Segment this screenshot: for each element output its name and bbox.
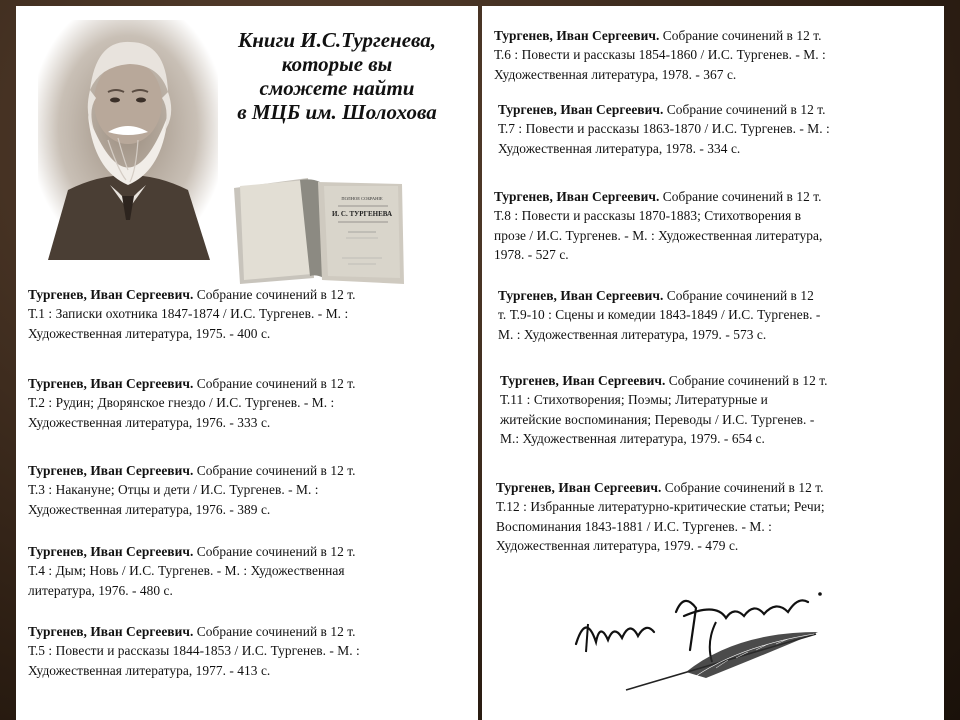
entry-line: Художественная литература, 1978. - 367 с. [494,66,737,82]
title-line-2: которые вы [281,52,393,76]
entry-author: Тургенев, Иван Сергеевич. [498,288,664,303]
entry-line [500,371,828,390]
entry-line: Художественная литература, 1978. - 334 с. [498,140,741,156]
entry-author: Тургенев, Иван Сергеевич. [28,287,194,302]
book-entry-vol2 [28,374,356,432]
entry-text: Собрание сочинений в 12 [663,288,814,303]
entry-line [496,478,825,497]
entry-line: Художественная литература, 1976. - 389 с. [28,501,271,517]
entry-text: Собрание сочинений в 12 т. [193,463,356,478]
book-entry-vol11 [500,371,828,448]
entry-line: т. Т.9-10 : Сцены и комедии 1843-1849 / И.С. Тургенев. - [498,307,821,323]
entry-author: Тургенев, Иван Сергеевич. [494,28,660,43]
book-cover-line1: ПОЛНОЕ СОБРАНІЕ [341,196,383,201]
entry-line: Т.5 : Повести и рассказы 1844-1853 / И.С. Тургенев. - М. : [28,643,360,659]
book-entry-vol4 [28,542,356,600]
title-line-1: Книги И.С.Тургенева, [237,28,436,52]
book-entry-vol3 [28,461,356,519]
entry-line: Художественная литература, 1977. - 413 с. [28,662,271,678]
entry-line [498,100,830,119]
book-entry-vol9-10 [498,286,820,344]
entry-author: Тургенев, Иван Сергеевич. [494,189,660,204]
entry-text: Собрание сочинений в 12 т. [659,189,822,204]
entry-text: Собрание сочинений в 12 т. [193,624,356,639]
entry-author: Тургенев, Иван Сергеевич. [28,463,194,478]
entry-text: Собрание сочинений в 12 т. [665,373,828,388]
title-line-3: сможете найти [259,76,415,100]
book-entry-vol6 [494,26,826,84]
entry-author: Тургенев, Иван Сергеевич. [28,376,194,391]
book-cover-line2: И. С. ТУРГЕНЕВА [331,210,393,218]
entry-line: Художественная литература, 1979. - 479 с. [496,537,739,553]
entry-line: М. : Художественная литература, 1979. - 573 с. [498,326,767,342]
entry-text: Собрание сочинений в 12 т. [661,480,824,495]
entry-line: Т.4 : Дым; Новь / И.С. Тургенев. - М. : Художественная [28,563,345,579]
entry-line: Т.11 : Стихотворения; Поэмы; Литературные и [500,392,768,408]
entry-line: Художественная литература, 1976. - 333 с. [28,414,271,430]
book-entry-vol12 [496,478,825,555]
entry-line: Т.1 : Записки охотника 1847-1874 / И.С. Тургенев. - М. : [28,306,349,322]
entry-line: 1978. - 527 с. [494,246,569,262]
entry-line: житейские воспоминания; Переводы / И.С. Тургенев. - [500,411,815,427]
book-entry-vol8 [494,187,822,264]
turgenev-signature-with-quill [566,572,846,702]
entry-line: прозе / И.С. Тургенев. - М. : Художественная литература, [494,227,823,243]
entry-line [28,285,356,304]
entry-line [494,26,826,45]
entry-text: Собрание сочинений в 12 т. [193,376,356,391]
entry-line [28,542,356,561]
entry-line: Т.2 : Рудин; Дворянское гнездо / И.С. Тургенев. - М. : [28,395,335,411]
entry-line [498,286,820,305]
entry-author: Тургенев, Иван Сергеевич. [28,624,194,639]
entry-line [28,461,356,480]
entry-text: Собрание сочинений в 12 т. [663,102,826,117]
entry-line: Т.7 : Повести и рассказы 1863-1870 / И.С. Тургенев. - М. : [498,121,830,137]
turgenev-portrait [38,20,218,260]
left-page [16,6,478,720]
entry-line: литература, 1976. - 480 с. [28,582,173,598]
entry-line: М.: Художественная литература, 1979. - 654 с. [500,430,765,446]
entry-line: Т.3 : Накануне; Отцы и дети / И.С. Тургенев. - М. : [28,482,319,498]
book-entry-vol5 [28,622,360,680]
entry-author: Тургенев, Иван Сергеевич. [28,544,194,559]
entry-line: Воспоминания 1843-1881 / И.С. Тургенев. - М. : [496,518,772,534]
page-title [212,28,462,124]
entry-line [494,187,822,206]
entry-text: Собрание сочинений в 12 т. [659,28,822,43]
open-book-image [230,174,408,286]
entry-text: Собрание сочинений в 12 т. [193,544,356,559]
entry-line: Т.6 : Повести и рассказы 1854-1860 / И.С. Тургенев. - М. : [494,47,826,63]
title-line-4: в МЦБ им. Шолохова [237,100,437,124]
book-entry-vol7 [498,100,830,158]
entry-line: Т.12 : Избранные литературно-критические статьи; Речи; [496,499,825,515]
entry-author: Тургенев, Иван Сергеевич. [500,373,666,388]
entry-line: Т.8 : Повести и рассказы 1870-1883; Стихотворения в [494,208,802,224]
entry-text: Собрание сочинений в 12 т. [193,287,356,302]
entry-line [28,622,360,641]
entry-line: Художественная литература, 1975. - 400 с. [28,325,271,341]
entry-author: Тургенев, Иван Сергеевич. [496,480,662,495]
entry-line [28,374,356,393]
right-page [482,6,944,720]
book-entry-vol1 [28,285,356,343]
entry-author: Тургенев, Иван Сергеевич. [498,102,664,117]
